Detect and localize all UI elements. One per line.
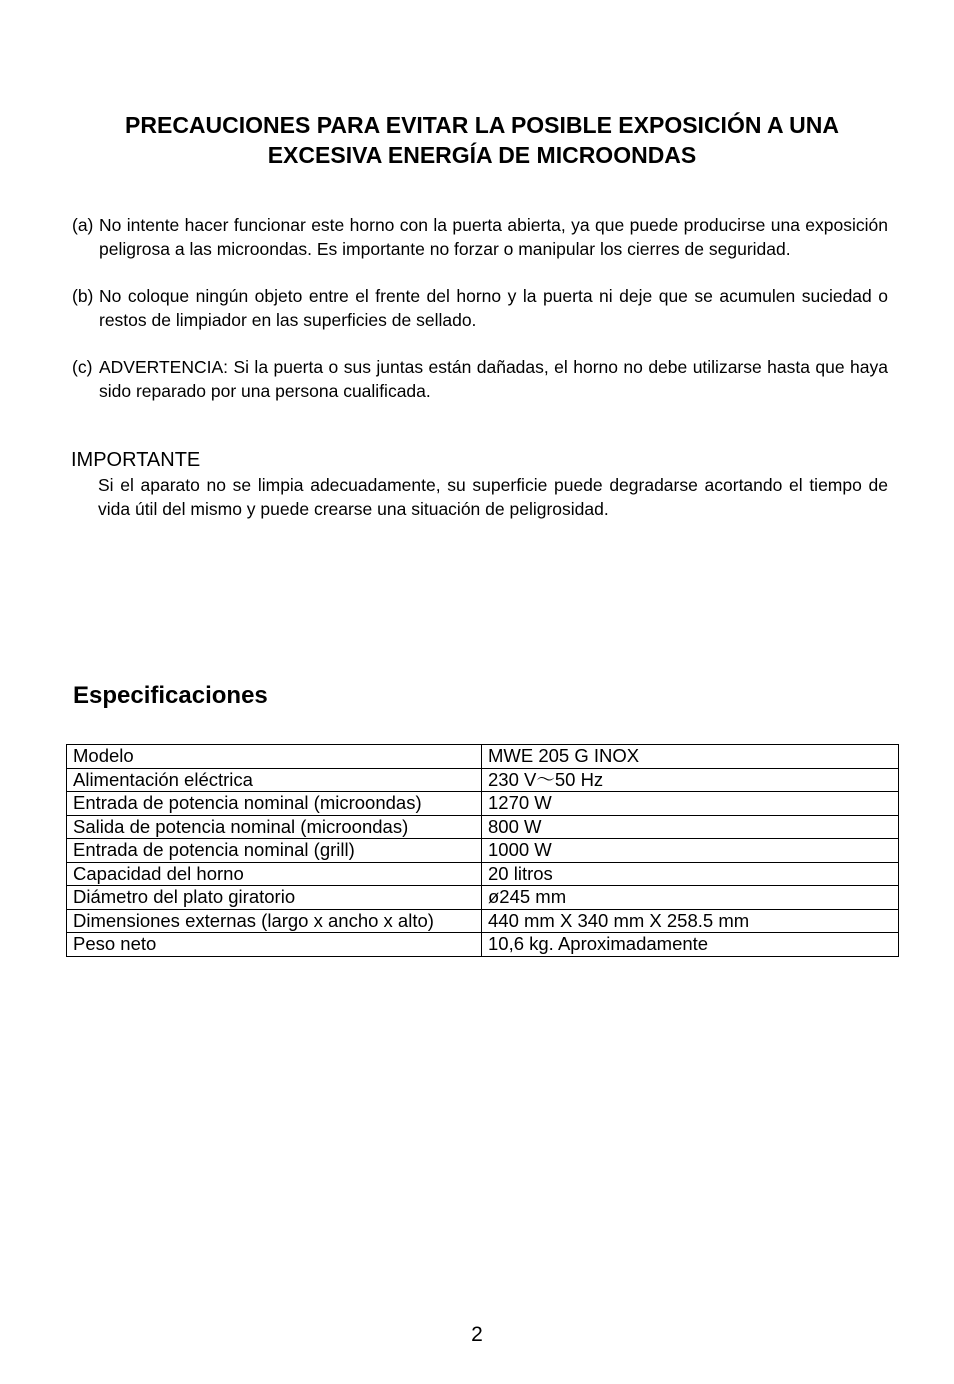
table-row (67, 839, 899, 863)
important-label: IMPORTANTE (71, 449, 201, 471)
page-title (60, 110, 904, 170)
table-row (67, 745, 899, 769)
spec-label: Modelo (67, 745, 482, 769)
page-title-line-2: EXCESIVA ENERGÍA DE MICROONDAS (267, 142, 697, 169)
precaution-text: No intente hacer funcionar este horno con la puerta abierta, ya que puede producirse una exposición peligrosa a las microondas. Es importante no forzar o manipular los cierres de seguridad. (99, 215, 888, 259)
table-row (67, 815, 899, 839)
precaution-text: No coloque ningún objeto entre el frente del horno y la puerta ni deje que se acumulen suciedad o restos de limpiador en las superficies de sellado. (99, 286, 888, 330)
spec-value: 440 mm X 340 mm X 258.5 mm (482, 909, 899, 933)
precaution-marker: (b) (72, 286, 94, 306)
table-row (67, 768, 899, 792)
precaution-marker: (a) (72, 215, 94, 235)
spec-label: Peso neto (67, 933, 482, 957)
table-row (67, 862, 899, 886)
page-title-line-1: PRECAUCIONES PARA EVITAR LA POSIBLE EXPOSICIÓN A UNA (125, 112, 839, 139)
spec-value: 1000 W (482, 839, 899, 863)
precaution-item-b (72, 285, 888, 332)
table-row (67, 909, 899, 933)
important-text: Si el aparato no se limpia adecuadamente, su superficie puede degradarse acortando el tiempo de vida útil del mismo y puede crearse una situación de peligrosidad. (98, 475, 888, 519)
precaution-text: ADVERTENCIA: Si la puerta o sus juntas están dañadas, el horno no debe utilizarse hasta que haya sido reparado por una persona cualificada. (99, 357, 888, 401)
precaution-item-c (72, 356, 888, 403)
table-row (67, 886, 899, 910)
spec-value: 20 litros (482, 862, 899, 886)
table-row (67, 792, 899, 816)
spec-value: 10,6 kg. Aproximadamente (482, 933, 899, 957)
precautions-list (72, 214, 888, 403)
spec-label: Alimentación eléctrica (67, 768, 482, 792)
precaution-marker: (c) (72, 357, 93, 377)
spec-label: Entrada de potencia nominal (microondas) (67, 792, 482, 816)
spec-value: ø245 mm (482, 886, 899, 910)
specifications-table (66, 744, 899, 957)
spec-label: Salida de potencia nominal (microondas) (67, 815, 482, 839)
spec-label: Dimensiones externas (largo x ancho x alto) (67, 909, 482, 933)
precaution-item-a (72, 214, 888, 261)
spec-value: 1270 W (482, 792, 899, 816)
page-number: 2 (471, 1323, 483, 1346)
spec-label: Capacidad del horno (67, 862, 482, 886)
spec-value: 800 W (482, 815, 899, 839)
specifications-heading: Especificaciones (73, 681, 268, 709)
spec-label: Diámetro del plato giratorio (67, 886, 482, 910)
spec-value: MWE 205 G INOX (482, 745, 899, 769)
spec-label: Entrada de potencia nominal (grill) (67, 839, 482, 863)
table-row (67, 933, 899, 957)
spec-value: 230 V～50 Hz (482, 768, 899, 792)
